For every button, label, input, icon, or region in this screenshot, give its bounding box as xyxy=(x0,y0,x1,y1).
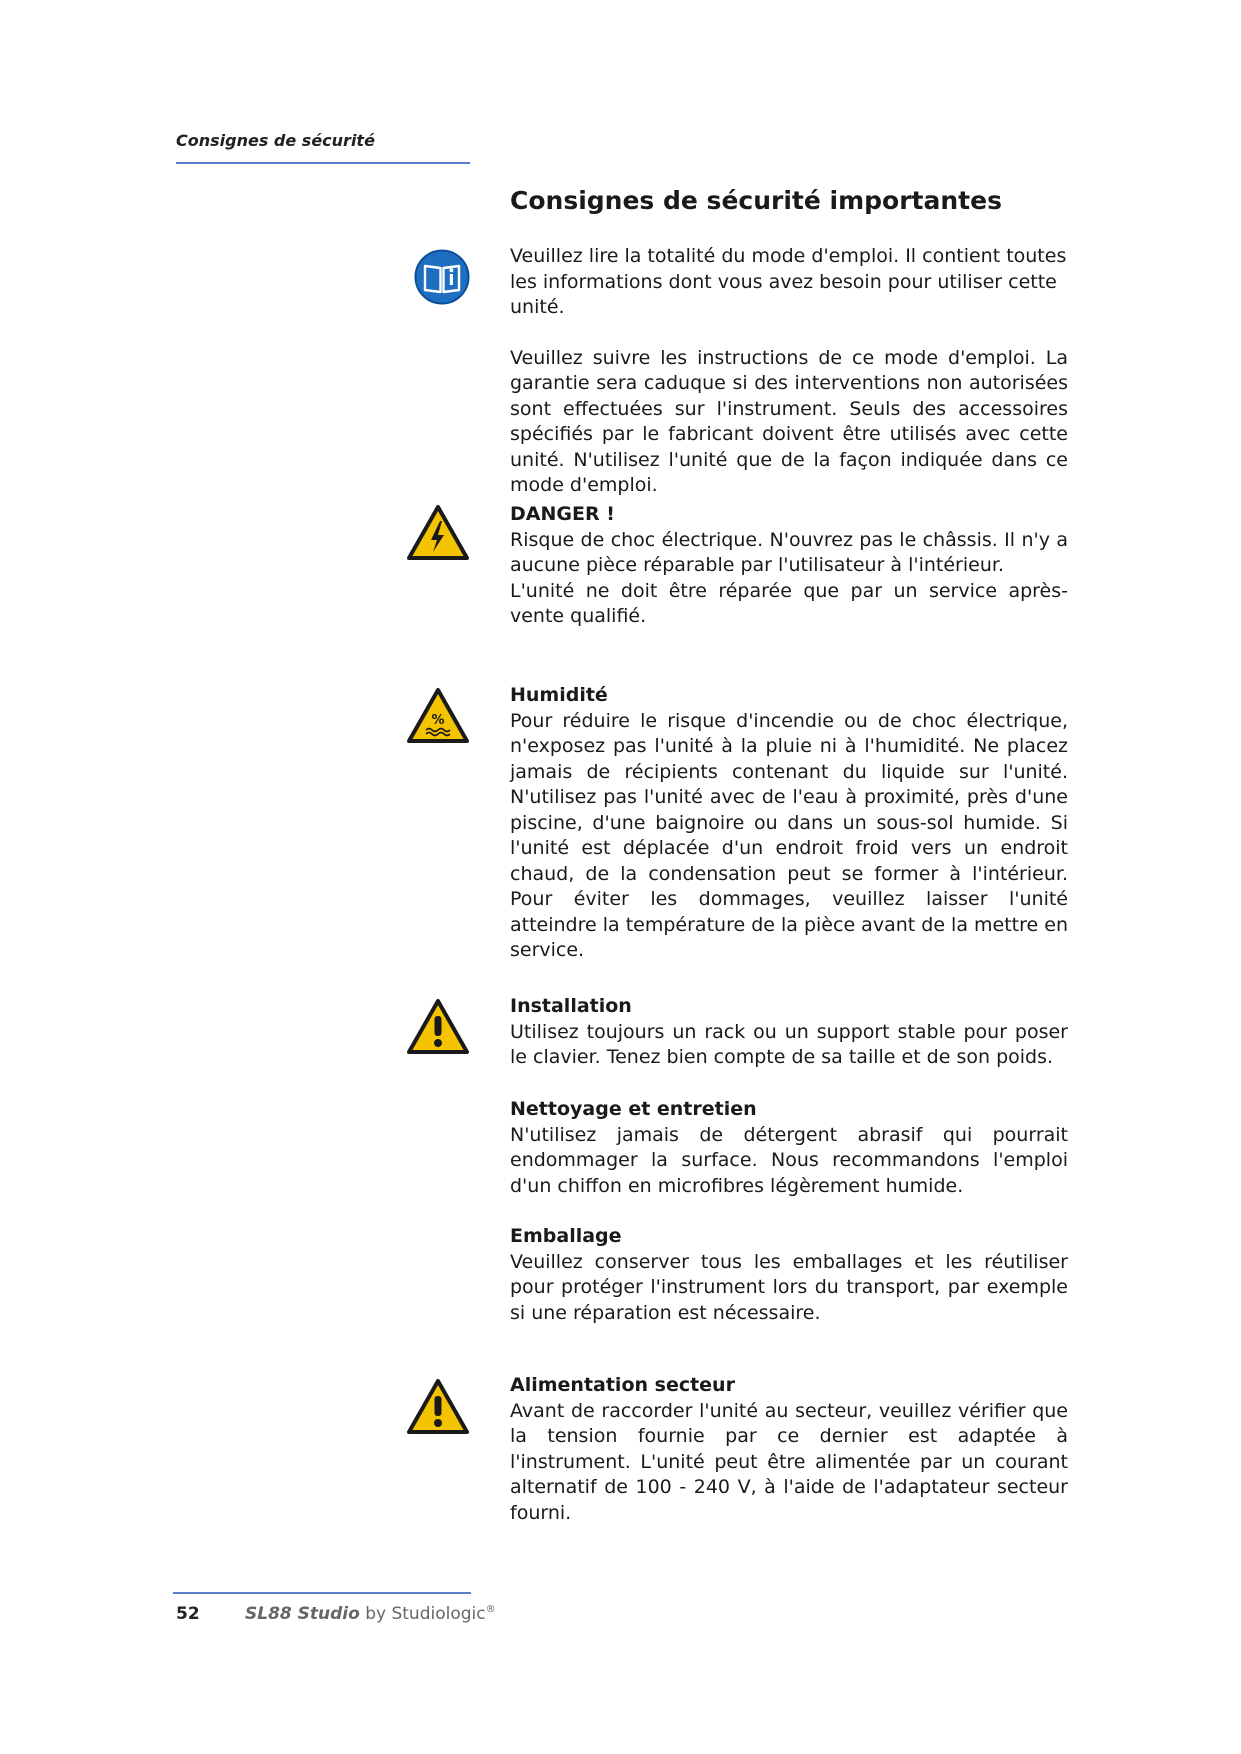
header-rule xyxy=(176,162,470,164)
footer-product xyxy=(245,1604,496,1624)
danger-paragraph-2: L'unité ne doit être réparée que par un service après-vente qualifié. xyxy=(510,579,1068,627)
svg-text:%: % xyxy=(431,713,445,728)
cleaning-heading: Nettoyage et entretien xyxy=(510,1098,757,1120)
header-section-label: Consignes de sécurité xyxy=(176,131,375,150)
installation-heading: Installation xyxy=(510,995,632,1017)
cleaning-text: N'utilisez jamais de détergent abrasif qui pourrait endommager la surface. Nous recommandons l'emploi d'un chiffon en microfibres légèrement humide. xyxy=(510,1123,1068,1197)
footer-rule xyxy=(173,1592,471,1594)
power-heading: Alimentation secteur xyxy=(510,1374,735,1396)
humidity-heading: Humidité xyxy=(510,684,608,706)
packaging-block xyxy=(510,1224,1068,1326)
humidity-warning-icon xyxy=(406,687,470,744)
danger-heading: DANGER ! xyxy=(510,503,615,525)
humidity-text: Pour réduire le risque d'incendie ou de choc électrique, n'exposez pas l'unité à la pluie ni à l'humidité. Ne placez jamais de récipients contenant du liquide sur l'unité. N'utilisez pas l'unité avec de l'eau à proximité, près d'une piscine, d'une baignoire ou dans un sous-sol humide. Si l'unité est déplacée d'un endroit froid vers un endroit chaud, de la condensation peut se former à l'intérieur. Pour éviter les dommages, veuillez laisser l'unité atteindre la température de la pièce avant de la mettre en service. xyxy=(510,709,1068,961)
electric-shock-warning-icon xyxy=(406,504,470,561)
footer-model: SL88 Studio xyxy=(245,1604,360,1624)
packaging-heading: Emballage xyxy=(510,1225,622,1247)
danger-paragraph-1: Risque de choc électrique. N'ouvrez pas le châssis. Il n'y a aucune pièce réparable par l'utilisateur à l'intérieur. xyxy=(510,528,1068,576)
power-block xyxy=(510,1373,1068,1526)
packaging-text: Veuillez conserver tous les emballages et les réutiliser pour protéger l'instrument lors du transport, par exemple si une réparation est nécessaire. xyxy=(510,1250,1068,1324)
intro-paragraph-2: Veuillez suivre les instructions de ce mode d'emploi. La garantie sera caduque si des interventions non autorisées sont effectuées sur l'instrument. Seuls des accessoires spécifiés par le fabricant doivent être utilisés avec cette unité. N'utilisez l'unité que de la façon indiquée dans ce mode d'emploi. xyxy=(510,346,1068,496)
intro-block xyxy=(510,244,1068,499)
footer-registered: ® xyxy=(485,1604,496,1615)
general-warning-icon xyxy=(406,1378,470,1435)
power-text: Avant de raccorder l'unité au secteur, veuillez vérifier que la tension fournie par ce dernier est adaptée à l'instrument. L'unité peut être alimentée par un courant alternatif de 100 - 240 V, à l'aide de l'adaptateur secteur fourni. xyxy=(510,1399,1068,1524)
page-number: 52 xyxy=(176,1604,200,1624)
general-warning-icon xyxy=(406,998,470,1055)
installation-text: Utilisez toujours un rack ou un support stable pour poser le clavier. Tenez bien compte de sa taille et de son poids. xyxy=(510,1020,1068,1068)
footer-brand: by Studiologic xyxy=(359,1604,486,1624)
installation-block xyxy=(510,994,1068,1071)
page-title: Consignes de sécurité importantes xyxy=(510,186,1002,215)
manual-info-icon xyxy=(414,249,470,305)
intro-paragraph-1: Veuillez lire la totalité du mode d'emploi. Il contient toutes les informations dont vous avez besoin pour utiliser cette unité. xyxy=(510,245,1067,318)
danger-block xyxy=(510,502,1068,630)
humidity-block xyxy=(510,683,1068,964)
cleaning-block xyxy=(510,1097,1068,1199)
